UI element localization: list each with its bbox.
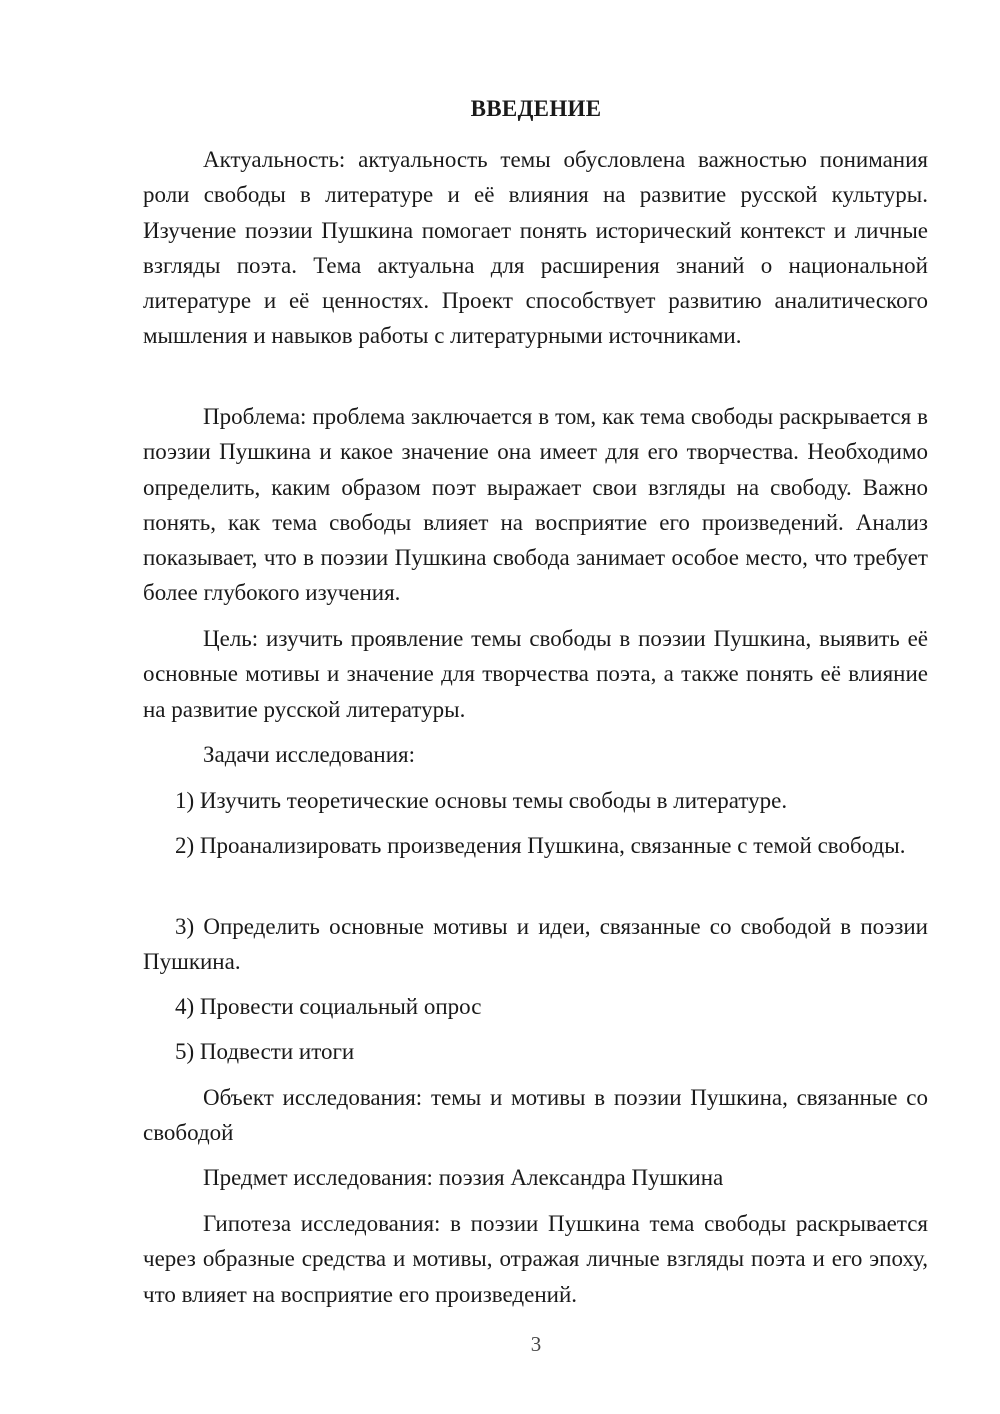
tasks-heading: Задачи исследования: [203,742,416,767]
problem-paragraph: Проблема: проблема заключается в том, как тема свободы раскрывается в поэзии Пушкина и какое значение она имеет для его творчества. Необходимо определить, каким образом поэт выражает свои взгляды на свободу. Важно понять, как тема свободы влияет на восприятие его произведений. Анализ показывает, что в поэзии Пушкина свобода занимает особое место, что требует более глубокого изучения. [143,404,928,606]
page-title: ВВЕДЕНИЕ [470,96,602,121]
task-item: 5) Подвести итоги [175,1039,355,1064]
task-item: 1) Изучить теоретические основы темы свободы в литературе. [175,788,788,813]
task-item: 3) Определить основные мотивы и идеи, связанные со свободой в поэзии Пушкина. [143,914,928,975]
page-number: 3 [530,1332,542,1356]
task-item: 2) Проанализировать произведения Пушкина, связанные с темой свободы. [175,833,906,858]
subject-paragraph: Предмет исследования: поэзия Александра Пушкина [203,1165,724,1190]
task-item: 4) Провести социальный опрос [175,994,482,1019]
hypothesis-paragraph: Гипотеза исследования: в поэзии Пушкина тема свободы раскрывается через образные средства и мотивы, отражая личные взгляды поэта и его эпоху, что влияет на восприятие его произведений. [143,1211,928,1307]
goal-paragraph: Цель: изучить проявление темы свободы в поэзии Пушкина, выявить её основные мотивы и значение для творчества поэта, а также понять её влияние на развитие русской литературы. [143,626,928,722]
object-paragraph: Объект исследования: темы и мотивы в поэзии Пушкина, связанные со свободой [143,1085,928,1146]
relevance-paragraph: Актуальность: актуальность темы обусловлена важностью понимания роли свободы в литературе и её влияния на развитие русской культуры. Изучение поэзии Пушкина помогает понять исторический контекст и личные взгляды поэта. Тема актуальна для расширения знаний о национальной литературе и её ценностях. Проект способствует развитию аналитического мышления и навыков работы с литературными источниками. [143,147,928,349]
